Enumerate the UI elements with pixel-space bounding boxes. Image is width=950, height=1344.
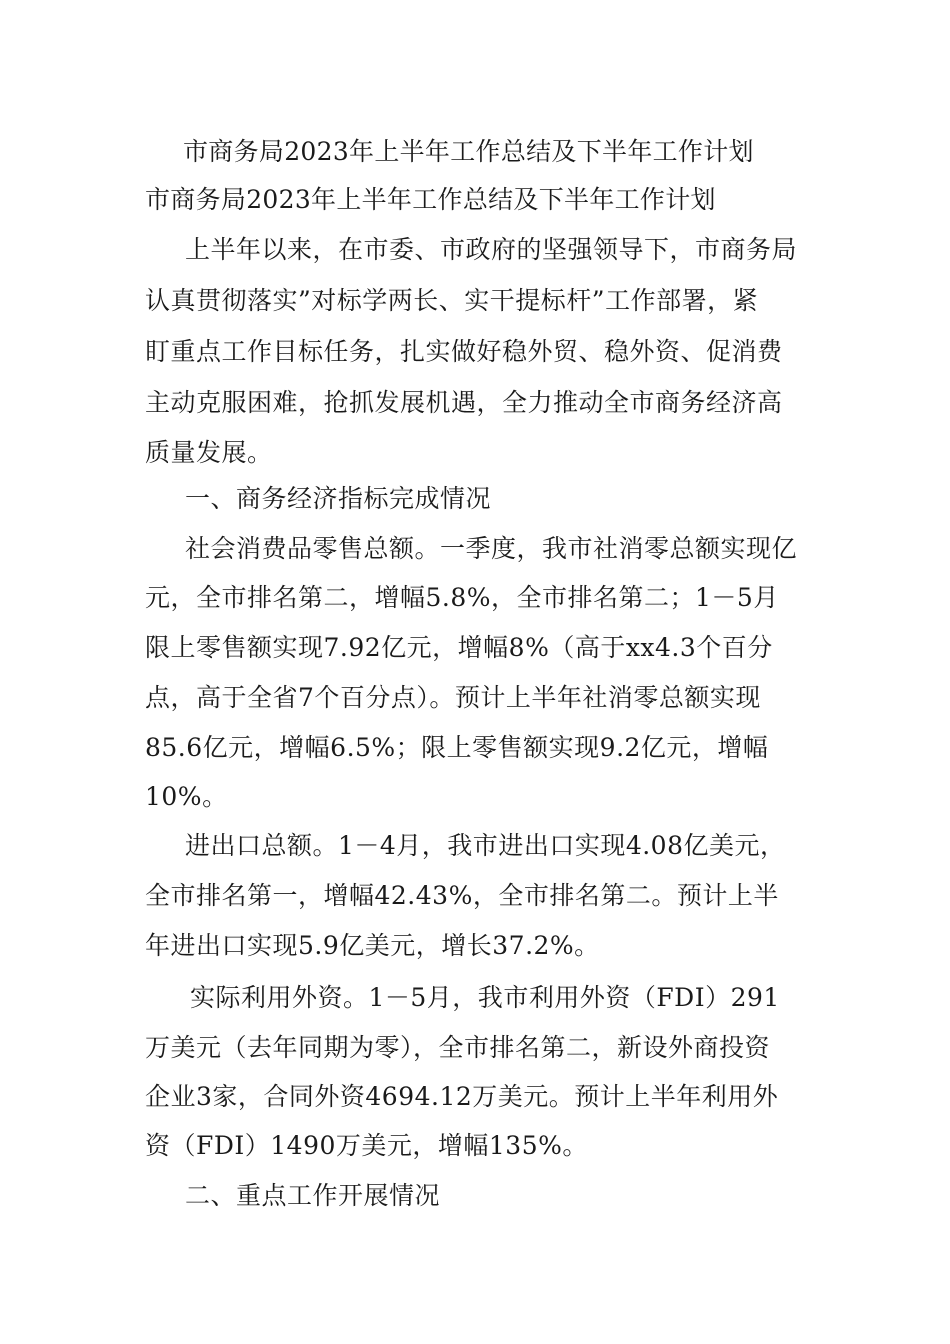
- fdi-paragraph-line: 万美元（去年同期为零），全市排名第二，新设外商投资: [145, 1033, 771, 1062]
- retail-paragraph-line: 元，全市排名第二，增幅5.8%，全市排名第二；1－5月: [145, 583, 779, 612]
- trade-paragraph-line: 全市排名第一，增幅42.43%，全市排名第二。预计上半: [145, 881, 779, 910]
- trade-paragraph-line: 进出口总额。1－4月，我市进出口实现4.08亿美元，: [185, 831, 786, 860]
- fdi-paragraph-line: 资（FDI）1490万美元，增幅135%。: [145, 1131, 588, 1160]
- intro-paragraph-line: 上半年以来，在市委、市政府的坚强领导下，市商务局: [185, 235, 798, 264]
- retail-paragraph-line: 10%。: [145, 782, 228, 811]
- intro-paragraph-line: 质量发展。: [145, 438, 273, 467]
- document-title: 市商务局2023年上半年工作总结及下半年工作计划: [183, 137, 754, 166]
- intro-paragraph-line: 主动克服困难，抢抓发展机遇，全力推动全市商务经济高: [145, 388, 783, 417]
- retail-paragraph-line: 限上零售额实现7.92亿元，增幅8%（高于xx4.3个百分: [145, 633, 773, 662]
- intro-paragraph-line: 盯重点工作目标任务，扎实做好稳外贸、稳外资、促消费: [145, 337, 783, 366]
- section-heading: 一、商务经济指标完成情况: [185, 484, 492, 513]
- retail-paragraph-line: 点，高于全省7个百分点）。预计上半年社消零总额实现: [145, 683, 761, 712]
- trade-paragraph-line: 年进出口实现5.9亿美元，增长37.2%。: [145, 931, 600, 960]
- document-subtitle: 市商务局2023年上半年工作总结及下半年工作计划: [145, 185, 716, 214]
- retail-paragraph-line: 85.6亿元，增幅6.5%；限上零售额实现9.2亿元，增幅: [145, 733, 769, 762]
- retail-paragraph-line: 社会消费品零售总额。一季度，我市社消零总额实现亿: [185, 534, 798, 563]
- section-heading: 二、重点工作开展情况: [185, 1181, 441, 1210]
- fdi-paragraph-line: 实际利用外资。1－5月，我市利用外资（FDI）291: [190, 983, 780, 1012]
- fdi-paragraph-line: 企业3家，合同外资4694.12万美元。预计上半年利用外: [145, 1082, 779, 1111]
- intro-paragraph-line: 认真贯彻落实”对标学两长、实干提标杆”工作部署，紧: [145, 286, 759, 315]
